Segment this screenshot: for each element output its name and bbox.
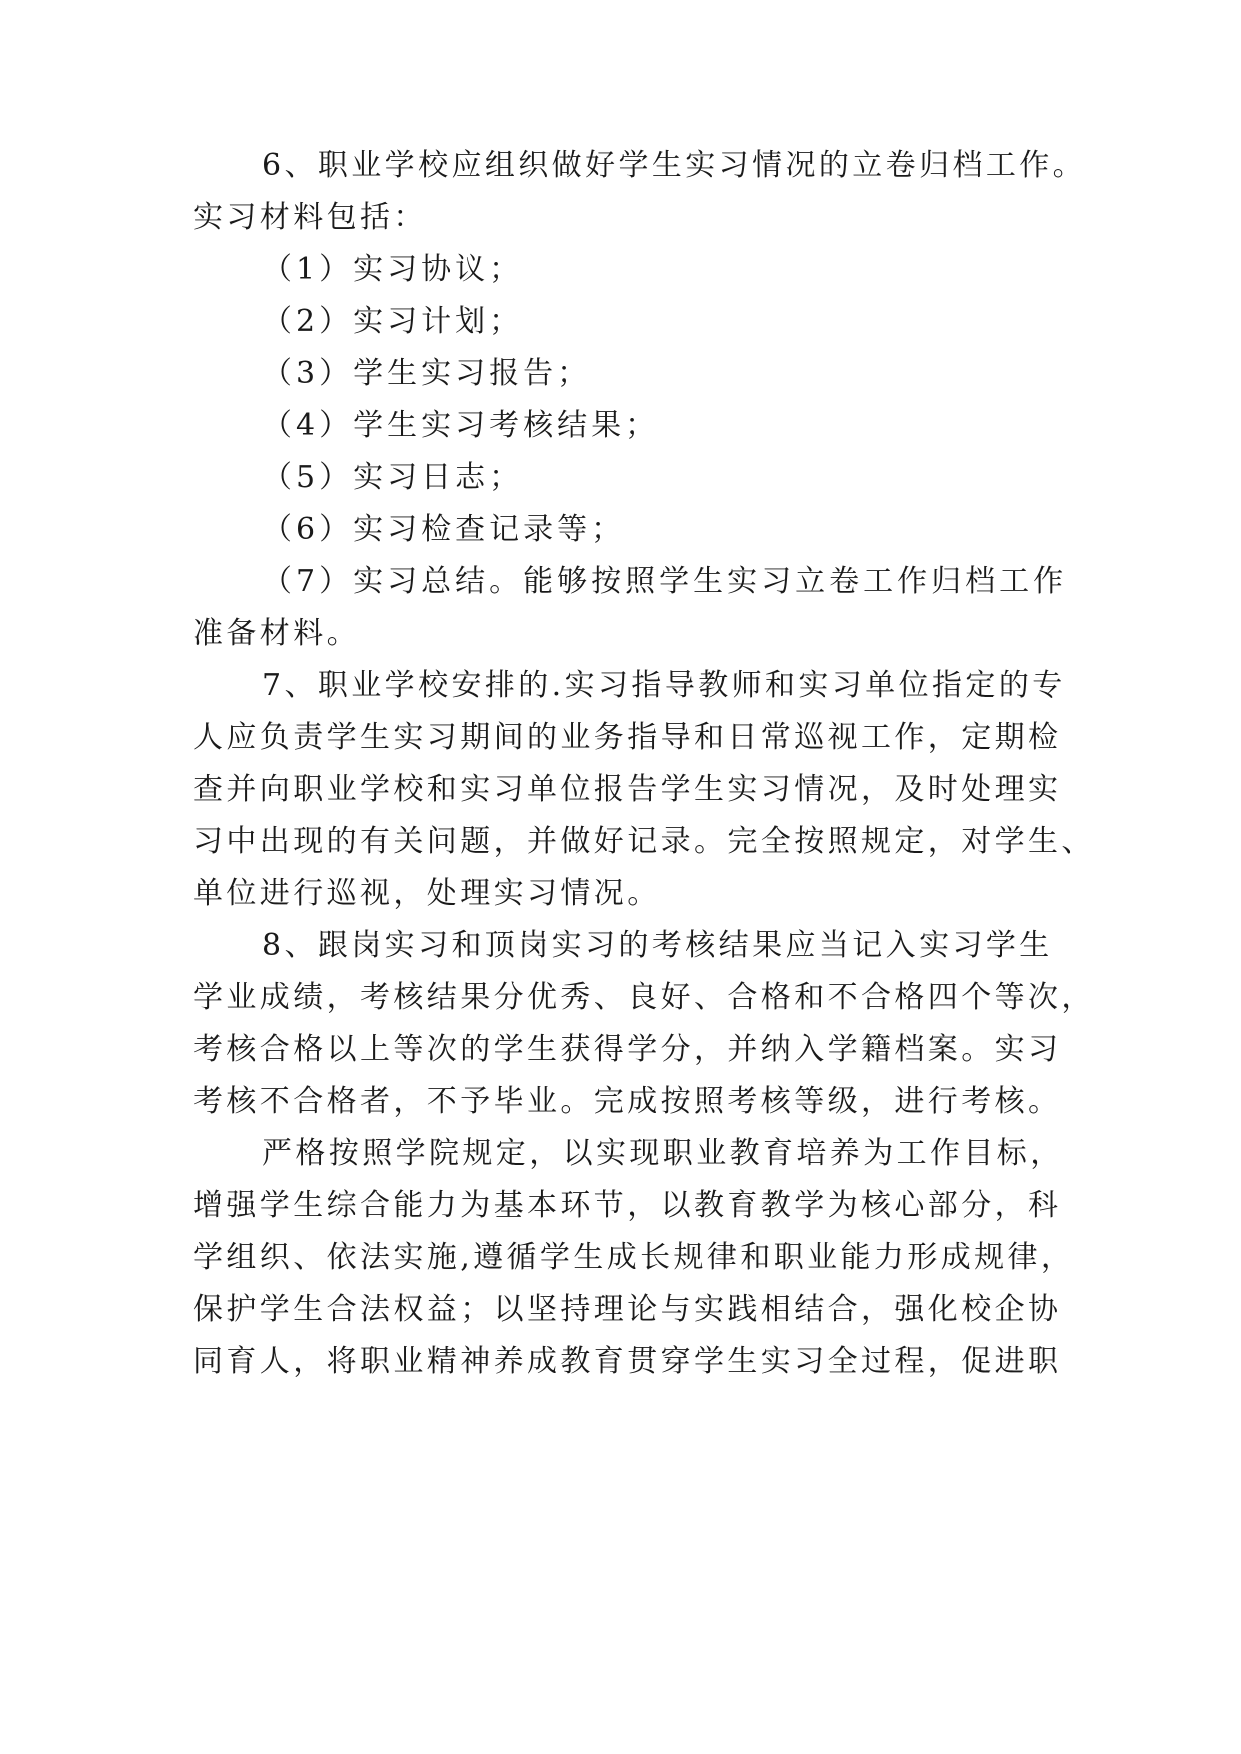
- list-item-4: （4）学生实习考核结果；: [262, 408, 660, 443]
- paragraph-9-line-2: 增强学生综合能力为基本环节，以教育教学为核心部分，科: [193, 1188, 1062, 1223]
- list-item-2: （2）实习计划；: [262, 304, 524, 339]
- list-item-7: （7）实习总结。能够按照学生实习立卷工作归档工作: [262, 564, 1068, 599]
- paragraph-9-line-5: 同育人，将职业精神养成教育贯穿学生实习全过程，促进职: [193, 1344, 1062, 1379]
- paragraph-8-line-4: 考核不合格者，不予毕业。完成按照考核等级，进行考核。: [193, 1084, 1062, 1119]
- paragraph-8-line-1: 8、跟岗实习和顶岗实习的考核结果应当记入实习学生: [262, 928, 1053, 963]
- paragraph-9-line-4: 保护学生合法权益；以坚持理论与实践相结合，强化校企协: [193, 1292, 1062, 1327]
- list-item-3: （3）学生实习报告；: [262, 356, 592, 391]
- paragraph-7-line-4: 习中出现的有关问题，并做好记录。完全按照规定，对学生、: [193, 824, 1095, 859]
- paragraph-8-line-2: 学业成绩，考核结果分优秀、良好、合格和不合格四个等次，: [193, 980, 1095, 1015]
- paragraph-7-line-3: 查并向职业学校和实习单位报告学生实习情况，及时处理实: [193, 772, 1062, 807]
- list-item-1: （1）实习协议；: [262, 252, 524, 287]
- paragraph-6-line-2: 实习材料包括：: [193, 200, 427, 235]
- list-item-7-continued: 准备材料。: [193, 616, 360, 651]
- paragraph-6-line-1: 6、职业学校应组织做好学生实习情况的立卷归档工作。: [262, 148, 1087, 183]
- paragraph-7-line-1: 7、职业学校安排的.实习指导教师和实习单位指定的专: [262, 668, 1066, 703]
- paragraph-7-line-2: 人应负责学生实习期间的业务指导和日常巡视工作，定期检: [193, 720, 1062, 755]
- paragraph-9-line-1: 严格按照学院规定，以实现职业教育培养为工作目标，: [262, 1136, 1064, 1171]
- list-item-5: （5）实习日志；: [262, 460, 524, 495]
- paragraph-8-line-3: 考核合格以上等次的学生获得学分，并纳入学籍档案。实习: [193, 1032, 1062, 1067]
- paragraph-9-line-3: 学组织、依法实施,遵循学生成长规律和职业能力形成规律，: [193, 1240, 1075, 1275]
- paragraph-7-line-5: 单位进行巡视，处理实习情况。: [193, 876, 661, 911]
- list-item-6: （6）实习检查记录等；: [262, 512, 626, 547]
